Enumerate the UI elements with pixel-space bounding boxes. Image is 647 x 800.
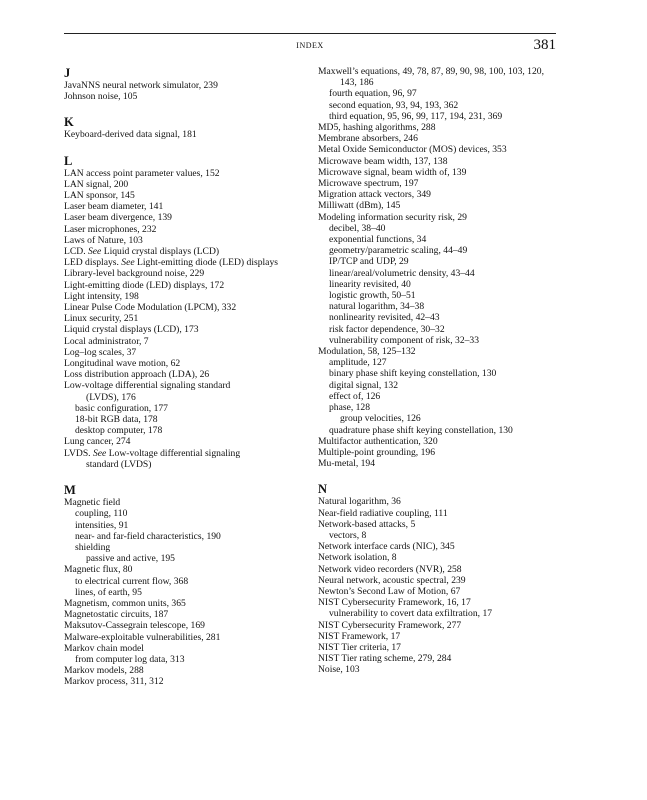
index-entry: Magnetic flux, 80 [64, 564, 133, 576]
section-letter-j: J [64, 66, 71, 80]
index-subentry: binary phase shift keying constellation, 130 [329, 368, 497, 380]
index-entry: Library-level background noise, 229 [64, 268, 205, 280]
index-subentry: effect of, 126 [329, 390, 381, 402]
index-entry-continuation: standard (LVDS) [86, 458, 152, 470]
index-subentry: basic configuration, 177 [75, 402, 168, 414]
index-subentry: linearity revisited, 40 [329, 278, 411, 290]
entry-term: LED displays. [64, 257, 122, 269]
index-entry-cross-ref [64, 257, 314, 268]
index-subentry: desktop computer, 178 [75, 425, 163, 437]
index-entry: Magnetism, common units, 365 [64, 597, 186, 609]
index-entry: Mu-metal, 194 [318, 458, 376, 470]
index-entry: Markov chain model [64, 642, 144, 654]
index-entry: Metal Oxide Semiconductor (MOS) devices, 353 [318, 144, 507, 156]
index-entry: Newton’s Second Law of Motion, 67 [318, 585, 461, 597]
running-title: INDEX [296, 41, 324, 50]
index-entry: Membrane absorbers, 246 [318, 133, 418, 145]
section-letter-m: M [64, 483, 76, 498]
index-entry: JavaNNS neural network simulator, 239 [64, 80, 218, 91]
section-letter-l: L [64, 153, 73, 168]
index-entry: Low-voltage differential signaling standard [64, 380, 231, 392]
index-entry: Laws of Nature, 103 [64, 234, 143, 246]
index-subentry: vulnerability to covert data exfiltration, 17 [329, 608, 493, 620]
index-entry: Maksutov-Cassegrain telescope, 169 [64, 620, 205, 632]
index-entry: Keyboard-derived data signal, 181 [64, 129, 197, 141]
index-subentry: nonlinearity revisited, 42–43 [329, 312, 440, 324]
index-entry: Laser microphones, 232 [64, 223, 157, 235]
index-subentry: fourth equation, 96, 97 [329, 88, 417, 100]
index-entry: Magnetostatic circuits, 187 [64, 609, 169, 621]
index-subentry: decibel, 38–40 [329, 222, 386, 234]
index-entry: Network-based attacks, 5 [318, 518, 416, 530]
index-entry: Multiple-point grounding, 196 [318, 446, 435, 458]
index-entry: Linear Pulse Code Modulation (LPCM), 332 [64, 302, 237, 314]
left-column [64, 66, 314, 688]
index-entry: Modulation, 58, 125–132 [318, 346, 416, 358]
index-entry-continuation: (LVDS), 176 [86, 391, 136, 403]
entry-target: Liquid crystal displays (LCD) [101, 246, 220, 258]
index-subentry: shielding [75, 541, 111, 553]
index-entry: Linux security, 251 [64, 313, 139, 325]
index-entry: Microwave spectrum, 197 [318, 178, 419, 190]
index-entry: Network isolation, 8 [318, 552, 397, 564]
index-entry: Maxwell’s equations, 49, 78, 87, 89, 90, 98, 100, 103, 120, [318, 66, 544, 77]
index-subentry: amplitude, 127 [329, 357, 387, 369]
index-subentry: coupling, 110 [75, 508, 128, 520]
index-entry: Light intensity, 198 [64, 290, 139, 302]
section-letter-k: K [64, 115, 74, 130]
index-entry: Modeling information security risk, 29 [318, 211, 467, 223]
index-entry: Microwave signal, beam width of, 139 [318, 166, 467, 178]
index-entry: LAN sponsor, 145 [64, 190, 135, 202]
index-entry: Natural logarithm, 36 [318, 496, 401, 508]
page-number: 381 [533, 37, 556, 53]
index-entry: LAN access point parameter values, 152 [64, 167, 220, 179]
index-entry: Laser beam diameter, 141 [64, 201, 164, 213]
index-entry: Malware-exploitable vulnerabilities, 281 [64, 631, 221, 643]
index-entry: Longitudinal wave motion, 62 [64, 358, 181, 370]
index-entry: Johnson noise, 105 [64, 91, 138, 103]
index-entry: Local administrator, 7 [64, 335, 149, 347]
index-entry: Laser beam divergence, 139 [64, 212, 172, 224]
index-entry: LAN signal, 200 [64, 178, 129, 190]
index-entry: Migration attack vectors, 349 [318, 189, 431, 201]
index-subsubentry: passive and active, 195 [86, 553, 175, 565]
index-subentry: from computer log data, 313 [75, 653, 185, 665]
see-ref: See [87, 246, 102, 258]
index-subentry: intensities, 91 [75, 519, 129, 531]
index-subentry: natural logarithm, 34–38 [329, 301, 425, 313]
entry-target: Light-emitting diode (LED) displays [134, 257, 278, 269]
entry-term: LVDS. [64, 447, 93, 459]
index-entry: Liquid crystal displays (LCD), 173 [64, 324, 199, 336]
entry-target: Low-voltage differential signaling [106, 447, 241, 459]
index-entry: Markov models, 288 [64, 665, 144, 677]
see-ref: See [92, 447, 107, 459]
index-subentry: phase, 128 [329, 402, 371, 414]
index-entry: Near-field radiative coupling, 111 [318, 507, 448, 519]
index-subentry: vectors, 8 [329, 529, 367, 541]
index-subentry: risk factor dependence, 30–32 [329, 323, 445, 335]
see-ref: See [121, 257, 135, 269]
index-entry: Network video recorders (NVR), 258 [318, 563, 462, 575]
index-subentry: geometry/parametric scaling, 44–49 [329, 245, 468, 257]
section-letter-n: N [318, 482, 328, 497]
index-entry: NIST Cybersecurity Framework, 277 [318, 619, 462, 631]
index-subentry: vulnerability component of risk, 32–33 [329, 334, 480, 346]
index-subentry: 18-bit RGB data, 178 [75, 414, 158, 426]
index-entry: NIST Cybersecurity Framework, 16, 17 [318, 597, 471, 609]
index-entry: Lung cancer, 274 [64, 436, 131, 448]
running-head [64, 37, 556, 57]
index-subentry: IP/TCP and UDP, 29 [329, 256, 409, 268]
index-entry: Milliwatt (dBm), 145 [318, 200, 401, 212]
index-entry: Light-emitting diode (LED) displays, 172 [64, 279, 225, 291]
index-subentry: near- and far-field characteristics, 190 [75, 530, 221, 542]
index-entry: NIST Tier rating scheme, 279, 284 [318, 653, 452, 665]
index-subentry: quadrature phase shift keying constellation, 130 [329, 424, 513, 436]
right-column [318, 66, 563, 676]
index-subentry: exponential functions, 34 [329, 234, 427, 246]
index-entry-cross-ref [64, 246, 314, 257]
index-entry-cross-ref [64, 448, 314, 459]
index-entry: Neural network, acoustic spectral, 239 [318, 574, 466, 586]
index-entry-continuation: 143, 186 [340, 77, 374, 89]
entry-term: LCD. [64, 246, 88, 258]
index-entry: Markov process, 311, 312 [64, 676, 164, 688]
index-entry: Multifactor authentication, 320 [318, 435, 438, 447]
index-subentry: second equation, 93, 94, 193, 362 [329, 99, 459, 111]
index-entry: NIST Framework, 17 [318, 630, 401, 642]
index-subentry: logistic growth, 50–51 [329, 290, 416, 302]
header-rule [64, 33, 556, 34]
index-entry: Microwave beam width, 137, 138 [318, 155, 448, 167]
index-entry: Network interface cards (NIC), 345 [318, 541, 455, 553]
index-subentry: linear/areal/volumetric density, 43–44 [329, 267, 475, 279]
index-entry: NIST Tier criteria, 17 [318, 641, 401, 653]
index-subentry: digital signal, 132 [329, 379, 399, 391]
index-entry: Magnetic field [64, 497, 121, 509]
index-subentry: to electrical current flow, 368 [75, 575, 189, 587]
index-entry: MD5, hashing algorithms, 288 [318, 122, 436, 134]
index-subentry: third equation, 95, 96, 99, 117, 194, 231, 369 [329, 110, 503, 122]
index-entry: Log–log scales, 37 [64, 346, 137, 358]
index-subentry: lines, of earth, 95 [75, 586, 142, 598]
index-subsubentry: group velocities, 126 [340, 413, 421, 425]
index-entry: Noise, 103 [318, 664, 360, 676]
index-entry: Loss distribution approach (LDA), 26 [64, 369, 210, 381]
